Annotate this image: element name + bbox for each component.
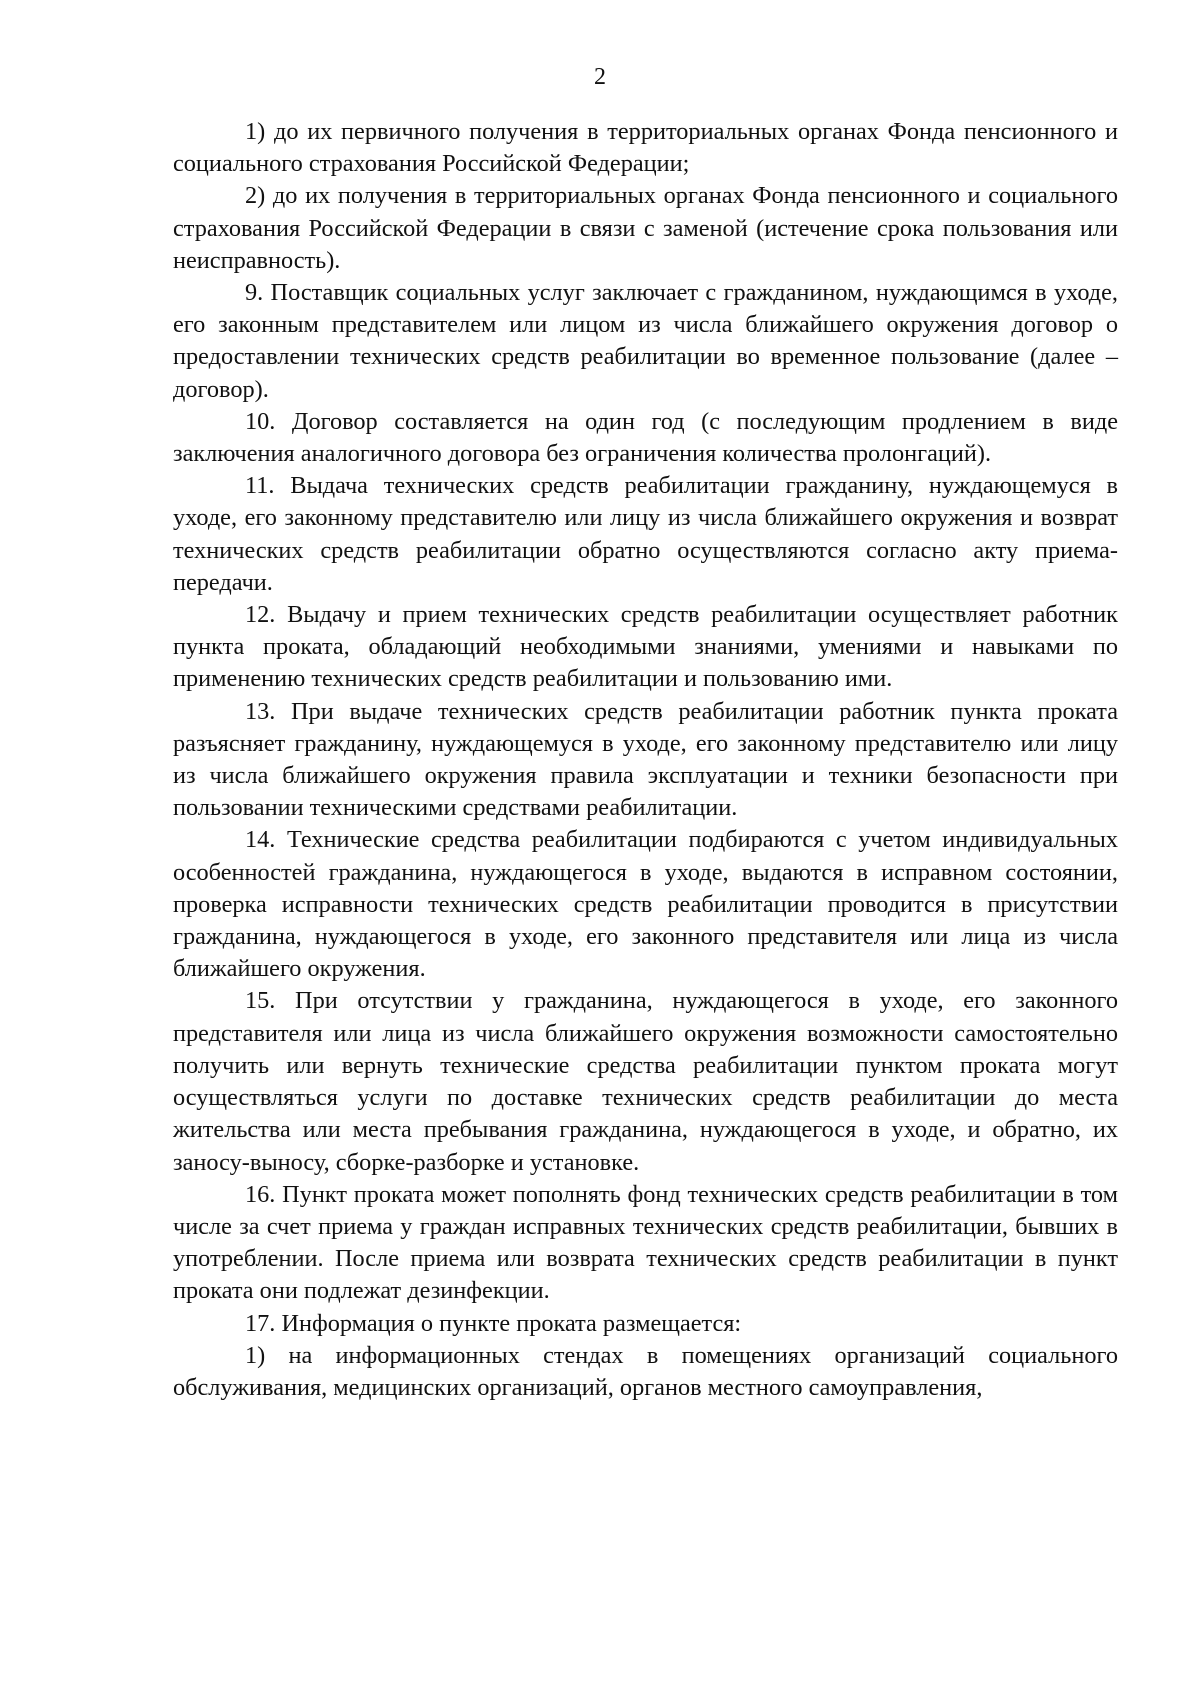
paragraph-item-2-replacement: 2) до их получения в территориальных органах Фонда пенсионного и социального страхования Российской Федерации в связи с заменой (истечение срока пользования или неисправность). [173, 182, 1118, 274]
page-number: 2 [594, 64, 606, 90]
paragraph-12-rental-worker: 12. Выдачу и прием технических средств реабилитации осуществляет работник пункта проката, обладающий необходимыми знаниями, умениями и навыками по применению технических средств реабилитации и пользованию ими. [173, 601, 1118, 693]
paragraph-17-item-1-stands: 1) на информационных стендах в помещениях организаций социального обслуживания, медицинских организаций, органов местного самоуправления, [173, 1341, 1118, 1401]
paragraph-9-contract: 9. Поставщик социальных услуг заключает с гражданином, нуждающимся в уходе, его законным представителем или лицом из числа ближайшего окружения договор о предоставлении технических средств реабилитации во временное пользование (далее – договор). [173, 279, 1118, 403]
paragraph-13-instructions: 13. При выдаче технических средств реабилитации работник пункта проката разъясняет гражданину, нуждающемуся в уходе, его законному представителю или лицу из числа ближайшего окружения правила эксплуатации и техники безопасности при пользовании техническими средствами реабилитации. [173, 697, 1118, 822]
paragraph-10-contract-term: 10. Договор составляется на один год (с последующим продлением в виде заключения аналогичного договора без ограничения количества пролонгаций). [173, 407, 1118, 468]
paragraph-14-selection: 14. Технические средства реабилитации подбираются с учетом индивидуальных особенностей гражданина, нуждающегося в уходе, выдаются в исправном состоянии, проверка исправности технических средств реабилитации проводится в присутствии гражданина, нуждающегося в уходе, его законного представителя или лица из числа ближайшего окружения. [173, 826, 1118, 983]
paragraph-16-fund-replenishment: 16. Пункт проката может пополнять фонд технических средств реабилитации в том числе за счет приема у граждан исправных технических средств реабилитации, бывших в употреблении. После приема или возврата технических средств реабилитации в пункт проката они подлежат дезинфекции. [173, 1180, 1118, 1305]
paragraph-item-1-first-receipt: 1) до их первичного получения в территориальных органах Фонда пенсионного и социального страхования Российской Федерации; [173, 118, 1118, 178]
paragraph-11-issuance: 11. Выдача технических средств реабилитации гражданину, нуждающемуся в уходе, его законному представителю или лицу из числа ближайшего окружения и возврат технических средств реабилитации обратно осуществляются согласно акту приема-передачи. [173, 472, 1118, 596]
paragraph-15-delivery: 15. При отсутствии у гражданина, нуждающегося в уходе, его законного представителя или лица из числа ближайшего окружения возможности самостоятельно получить или вернуть технические средства реабилитации пунктом проката могут осуществляться услуги по доставке технических средств реабилитации до места жительства или места пребывания гражданина, нуждающегося в уходе, и обратно, их заносу-выносу, сборке-разборке и установке. [173, 987, 1118, 1176]
paragraph-17-information: 17. Информация о пункте проката размещается: [245, 1309, 742, 1337]
document-body [173, 116, 1118, 1404]
